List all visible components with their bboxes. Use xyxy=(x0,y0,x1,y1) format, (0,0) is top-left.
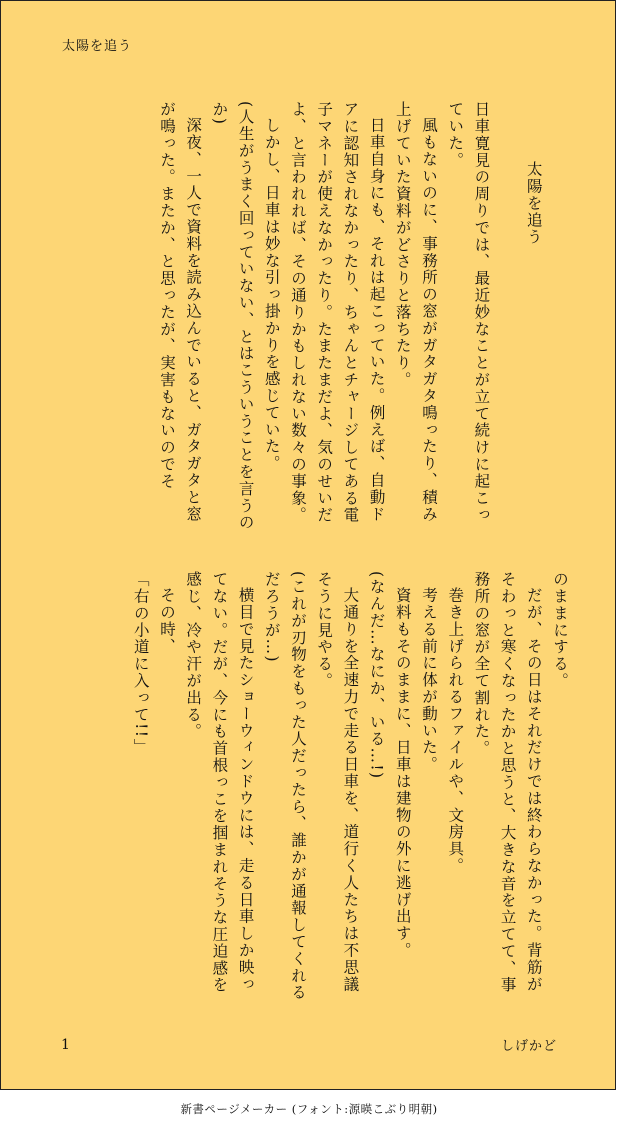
paragraph: 資料もそのままに、日車は建物の外に逃げ出す。 xyxy=(393,586,412,959)
paragraph: だが、その日はそれだけでは終わらなかった。背筋がそわっと寒くなったかと思うと、大きな音を立てて、事務所の窓が全て割れた。 xyxy=(472,571,543,994)
blank-column xyxy=(547,101,573,531)
paragraph: のままにする。 xyxy=(551,571,569,690)
paragraph: 巻き上げられるファイルや、文房具。 xyxy=(446,586,465,874)
paragraph: (人生がうまく回っていない、とはこういうことを言うのか) xyxy=(210,101,255,531)
paragraph: 「右の小道に入って!!」 xyxy=(131,571,150,756)
paragraph: しかし、日車は妙な引っ掛かりを感じていた。 xyxy=(262,116,281,472)
paragraph: 深夜、一人で資料を読み込んでいると、ガタガタと窓が鳴った。またか、と思ったが、実害もないのでそ xyxy=(157,101,203,523)
running-title: 太陽を追う xyxy=(62,39,133,54)
paragraph: 大通りを全速力で走る日車を、道行く人たちは不思議そうに見やる。 xyxy=(315,571,360,993)
paragraph: 考える前に体が動いた。 xyxy=(419,586,438,773)
text-block-bottom xyxy=(49,571,573,1001)
story-title: 太陽を追う xyxy=(524,161,543,246)
text-block-top xyxy=(49,101,573,531)
blank-column xyxy=(494,101,520,531)
paragraph: (なんだ…なにか、いる…!) xyxy=(367,571,386,780)
paragraph: 日車自身にも、それは起こっていた。例えば、自動ドアに認知されなかったり、ちゃんとチャージしてある電子マネーが使えなかったり。たまたまだよ、気のせいだよ、と言われれば、その通りかもしれない数々の事象。 xyxy=(288,101,386,524)
generator-credit: 新書ページメーカー (フォント:源暎こぶり明朝) xyxy=(180,1102,438,1116)
page-number: 1 xyxy=(61,1037,70,1053)
paragraph: 日車寛見の周りでは、最近妙なことが立て続けに起こっていた。 xyxy=(446,101,491,524)
paragraph: (これが刃物をもった人だったら、誰かが通報してくれるだろうが…) xyxy=(262,571,307,1001)
author-name: しげかど xyxy=(501,1039,558,1054)
paragraph: その時、 xyxy=(157,586,176,655)
paragraph: 風もないのに、事務所の窓がガタガタ鳴ったり、積み上げていた資料がどさりと落ちたり。 xyxy=(393,101,438,523)
paragraph: 横目で見たショーウィンドウには、走る日車しか映ってない。だが、今にも首根っこを掴まれそうな圧迫感を感じ、冷や汗が出る。 xyxy=(184,571,255,994)
